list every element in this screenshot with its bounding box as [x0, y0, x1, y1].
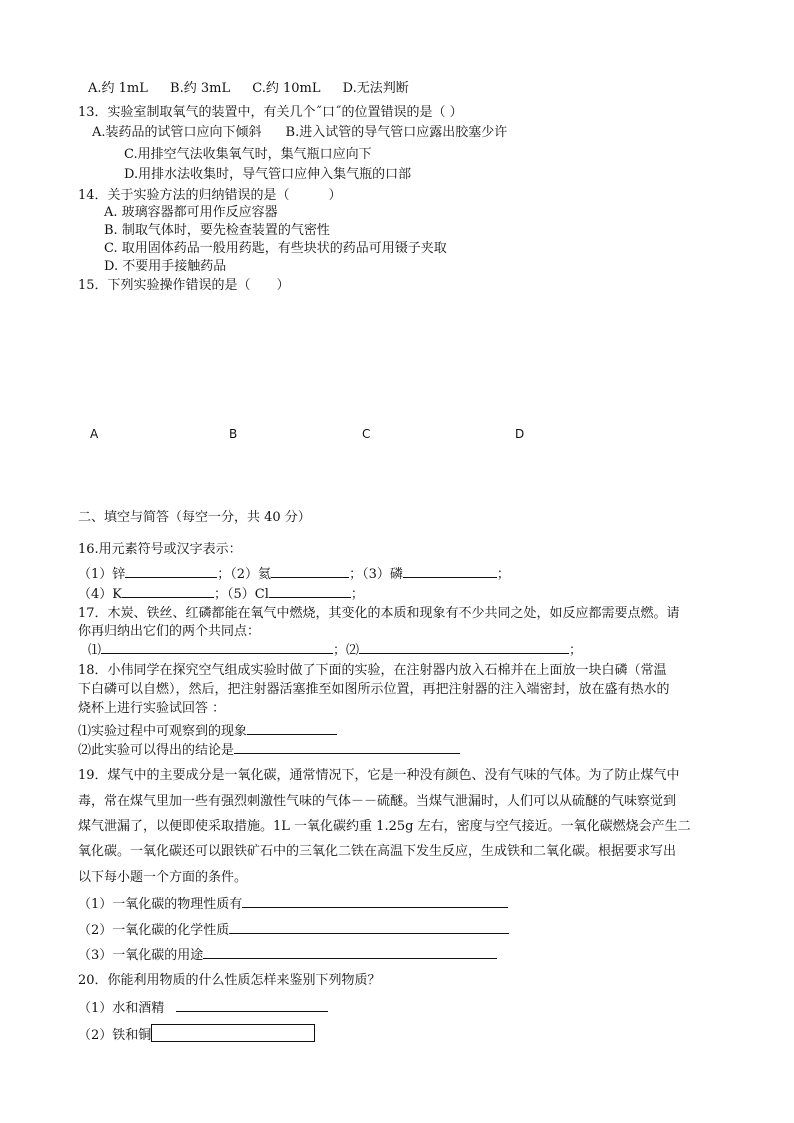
q17-line-2: 你再归纳出它们的两个共同点： [78, 624, 261, 639]
q16-part-4-label: （4）K [78, 587, 122, 602]
q19-sub-1-label: （1）一氧化碳的物理性质有 [78, 897, 243, 912]
q20-sub-2 [78, 1024, 315, 1045]
q18-blank-1[interactable] [247, 721, 337, 735]
q12-option-a: A.约 1mL [88, 81, 148, 96]
q16-row-1-end: ； [496, 567, 510, 582]
q13-option-a: A.装药品的试管口应向下倾斜 [92, 125, 262, 140]
q19-sub-3-label: （3）一氧化碳的用途 [78, 948, 204, 963]
q18-sub-1-label: ⑴实验过程中可观察到的现象 [78, 724, 248, 739]
q16-blank-5[interactable] [269, 584, 351, 598]
q14-stem: 14．关于实验方法的归纳错误的是（ ） [78, 188, 342, 203]
q17-blank-1[interactable] [101, 640, 333, 654]
q12-option-d: D.无法判断 [342, 81, 409, 96]
q19-line-5: 以下每小题一个方面的条件。 [78, 870, 248, 885]
q17-answer-row [88, 640, 582, 660]
q14-option-a: A. 玻璃容器都可用作反应容器 [104, 205, 278, 220]
q15-label-c: C [362, 427, 371, 441]
q16-part-5-label: ；（5）Cl [213, 587, 269, 602]
q20-sub-2-label: （2）铁和铜 [78, 1028, 152, 1043]
q16-row-1 [78, 564, 510, 584]
q16-blank-2[interactable] [271, 564, 349, 578]
q18-line-2: 下白磷可以自燃），然后，把注射器活塞推至如图所示位置，再把注射器的注入端密封，放在盛有热水的 [78, 682, 670, 697]
q17-blank-2[interactable] [359, 640, 569, 654]
q16-blank-3[interactable] [403, 564, 497, 578]
q15-stem: 15．下列实验操作错误的是（ ） [78, 278, 290, 293]
q16-part-2-label: ；（2）氦 [217, 567, 272, 582]
q18-line-1: 18．小伟同学在探究空气组成实验时做了下面的实验，在注射器内放入石棉并在上面放一块白磷（常温 [78, 663, 667, 678]
section-2-title: 二、填空与简答（每空一分，共 40 分） [78, 510, 311, 525]
q12-options [88, 80, 427, 98]
q20-stem: 20．你能利用物质的什么性质怎样来鉴别下列物质？ [78, 973, 381, 988]
q19-line-2: 毒，常在煤气里加一些有强烈刺激性气味的气体－－硫醚。当煤气泄漏时，人们可以从硫醚的气味察觉到 [78, 794, 677, 809]
q18-blank-2[interactable] [234, 740, 460, 754]
q17-point-1-label: ⑴ [88, 643, 102, 658]
q13-option-b: B.进入试管的导气管口应露出胶塞少许 [285, 125, 508, 140]
q19-line-1: 19．煤气中的主要成分是一氧化碳，通常情况下，它是一种没有颜色、没有气味的气体。为了防止煤气中 [78, 768, 680, 783]
q16-row-2-end: ； [350, 587, 364, 602]
q19-blank-1[interactable] [242, 894, 508, 908]
q19-line-4: 氧化碳。一氧化碳还可以跟铁矿石中的三氧化二铁在高温下发生反应，生成铁和二氧化碳。根据要求写出 [78, 844, 677, 859]
q19-sub-2 [78, 920, 509, 940]
q15-label-d: D [515, 427, 525, 441]
q18-sub-2-label: ⑵此实验可以得出的结论是 [78, 743, 235, 758]
q12-option-b: B.约 3mL [170, 81, 231, 96]
q13-option-a-b [92, 124, 507, 142]
q19-sub-3 [78, 945, 497, 965]
q19-sub-1 [78, 894, 508, 914]
q19-line-3: 煤气泄漏了，以便即使采取措施。1L 一氧化碳约重 1.25g 左右，密度与空气接近。一氧化碳燃烧会产生二 [78, 819, 691, 834]
q17-line-1: 17．木炭、铁丝、红磷都能在氧气中燃烧，其变化的本质和现象有不少共同之处，如反应都需要点燃。请 [78, 606, 680, 621]
q12-option-c: C.约 10mL [252, 81, 321, 96]
q20-sub-1 [78, 998, 328, 1018]
q18-line-3: 烧杯上进行实验试回答 ： [78, 701, 226, 716]
q16-row-2 [78, 584, 364, 604]
q13-option-d: D.用排水法收集时，导气管口应伸入集气瓶的口部 [124, 167, 412, 182]
q13-option-c: C.用排空气法收集氧气时，集气瓶口应向下 [124, 147, 372, 162]
q15-label-a: A [90, 427, 99, 441]
q16-blank-1[interactable] [125, 564, 217, 578]
q20-sub-1-label: （1）水和酒精 [78, 1001, 165, 1016]
q17-point-2-label: ；⑵ [333, 643, 360, 658]
q13-stem: 13．实验室制取氧气的装置中，有关几个˝口˝的位置错误的是（ ） [78, 105, 463, 120]
q16-part-3-label: ；（3）磷 [349, 567, 403, 582]
q19-blank-2[interactable] [229, 920, 509, 934]
q18-sub-1 [78, 721, 337, 741]
q19-blank-3[interactable] [203, 945, 497, 959]
q15-label-b: B [229, 427, 238, 441]
q14-option-b: B. 制取气体时，要先检查装置的气密性 [104, 223, 330, 238]
q16-part-1-label: （1）锌 [78, 567, 126, 582]
q16-blank-4[interactable] [122, 584, 214, 598]
q18-sub-2 [78, 740, 460, 760]
q20-blank-1[interactable] [176, 998, 328, 1012]
q19-sub-2-label: （2）一氧化碳的化学性质 [78, 923, 230, 938]
q16-stem: 16.用元素符号或汉字表示： [78, 542, 242, 557]
q14-option-c: C. 取用固体药品一般用药匙，有些块状的药品可用镊子夹取 [104, 241, 447, 256]
q17-row-end: ； [569, 643, 583, 658]
q14-option-d: D. 不要用手接触药品 [104, 259, 227, 274]
q20-answer-box-2[interactable] [151, 1024, 315, 1042]
